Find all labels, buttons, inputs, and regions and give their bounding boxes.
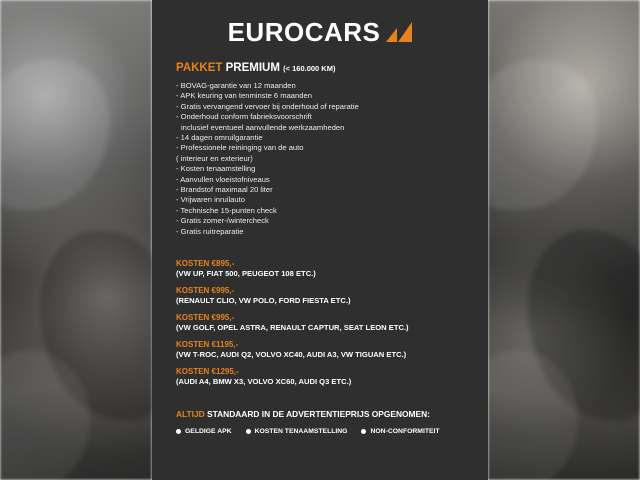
footer-title — [176, 409, 464, 419]
list-item: ( interieur en exterieur) — [176, 153, 253, 163]
price-amount: KOSTEN €995,- — [176, 286, 235, 296]
double-chevron-mark-icon — [386, 22, 412, 42]
price-models: (VW T-ROC, AUDI Q2, VOLVO XC40, AUDI A3, VW TIGUAN ETC.) — [176, 350, 407, 360]
price-models: (VW UP, FIAT 500, PEUGEOT 108 ETC.) — [176, 269, 316, 279]
list-item: - 14 dagen omruilgarantie — [176, 133, 263, 143]
list-item: - BOVAG-garantie van 12 maanden — [176, 81, 296, 90]
list-item: - Gratis ruitreparatie — [176, 226, 244, 236]
promo-panel — [152, 0, 488, 480]
list-item: - Gratis vervangend vervoer bij onderhoud of reparatie — [176, 101, 359, 111]
panel-content — [152, 56, 488, 435]
footer-item-label: KOSTEN TENAAMSTELLING — [254, 428, 348, 436]
bullet-dot-icon — [361, 429, 366, 434]
package-title — [176, 62, 464, 74]
footer-item-list — [176, 428, 464, 435]
list-item: - Aanvullen vloeistofniveaus — [176, 174, 270, 184]
list-item — [176, 428, 232, 435]
feature-list — [176, 81, 464, 237]
price-list — [176, 259, 464, 387]
list-item: - Technische 15-punten check — [176, 205, 277, 215]
right-photo-strip — [488, 0, 640, 480]
price-models: (AUDI A4, BMW X3, VOLVO XC60, AUDI Q3 ETC.) — [176, 377, 352, 387]
price-row — [176, 286, 464, 306]
bullet-dot-icon — [176, 429, 181, 434]
price-amount: KOSTEN €1195,- — [176, 340, 239, 350]
list-item: - Brandstof maximaal 20 liter — [176, 185, 273, 195]
price-row — [176, 313, 464, 333]
list-item: - Professionele reininging van de auto — [176, 143, 304, 153]
list-item: - Onderhoud conform fabrieksvoorschrift — [176, 112, 312, 122]
eurocars-logo — [228, 17, 413, 48]
list-item: - Gratis zomer-/wintercheck — [176, 216, 269, 226]
list-item: - APK keuring van tenminste 6 maanden — [176, 91, 312, 101]
package-km-note: (< 160.000 KM) — [283, 64, 336, 73]
price-amount: KOSTEN €1295,- — [176, 367, 239, 377]
footer-title-rest: STANDAARD IN DE ADVERTENTIEPRIJS OPGENOMEN: — [207, 409, 430, 420]
price-amount: KOSTEN €995,- — [176, 313, 235, 323]
price-row — [176, 367, 464, 387]
list-item — [246, 428, 348, 435]
price-models: (VW GOLF, OPEL ASTRA, RENAULT CAPTUR, SEAT LEON ETC.) — [176, 323, 409, 333]
footer-title-accent: ALTIJD — [176, 409, 205, 420]
price-amount: KOSTEN €895,- — [176, 259, 235, 269]
list-item: - Kosten tenaamstelling — [176, 164, 256, 174]
package-name: PREMIUM — [225, 62, 280, 74]
footer-section — [176, 409, 464, 435]
price-models: (RENAULT CLIO, VW POLO, FORD FIESTA ETC.) — [176, 296, 351, 306]
list-item — [361, 428, 439, 435]
left-photo-strip — [0, 0, 152, 480]
list-item: - Vrijwaren inruilauto — [176, 195, 245, 205]
price-row — [176, 340, 464, 360]
logo-text-cars: CARS — [304, 16, 381, 47]
brand-header — [152, 0, 488, 56]
footer-item-label: GELDIGE APK — [185, 428, 232, 436]
footer-item-label: NON-CONFORMITEIT — [370, 428, 440, 436]
bullet-dot-icon — [246, 429, 251, 434]
price-row — [176, 259, 464, 279]
logo-text-euro: EURO — [227, 16, 305, 47]
package-label: PAKKET — [176, 62, 223, 74]
list-item: inclusief eventueel aanvullende werkzaamheden — [181, 122, 345, 132]
